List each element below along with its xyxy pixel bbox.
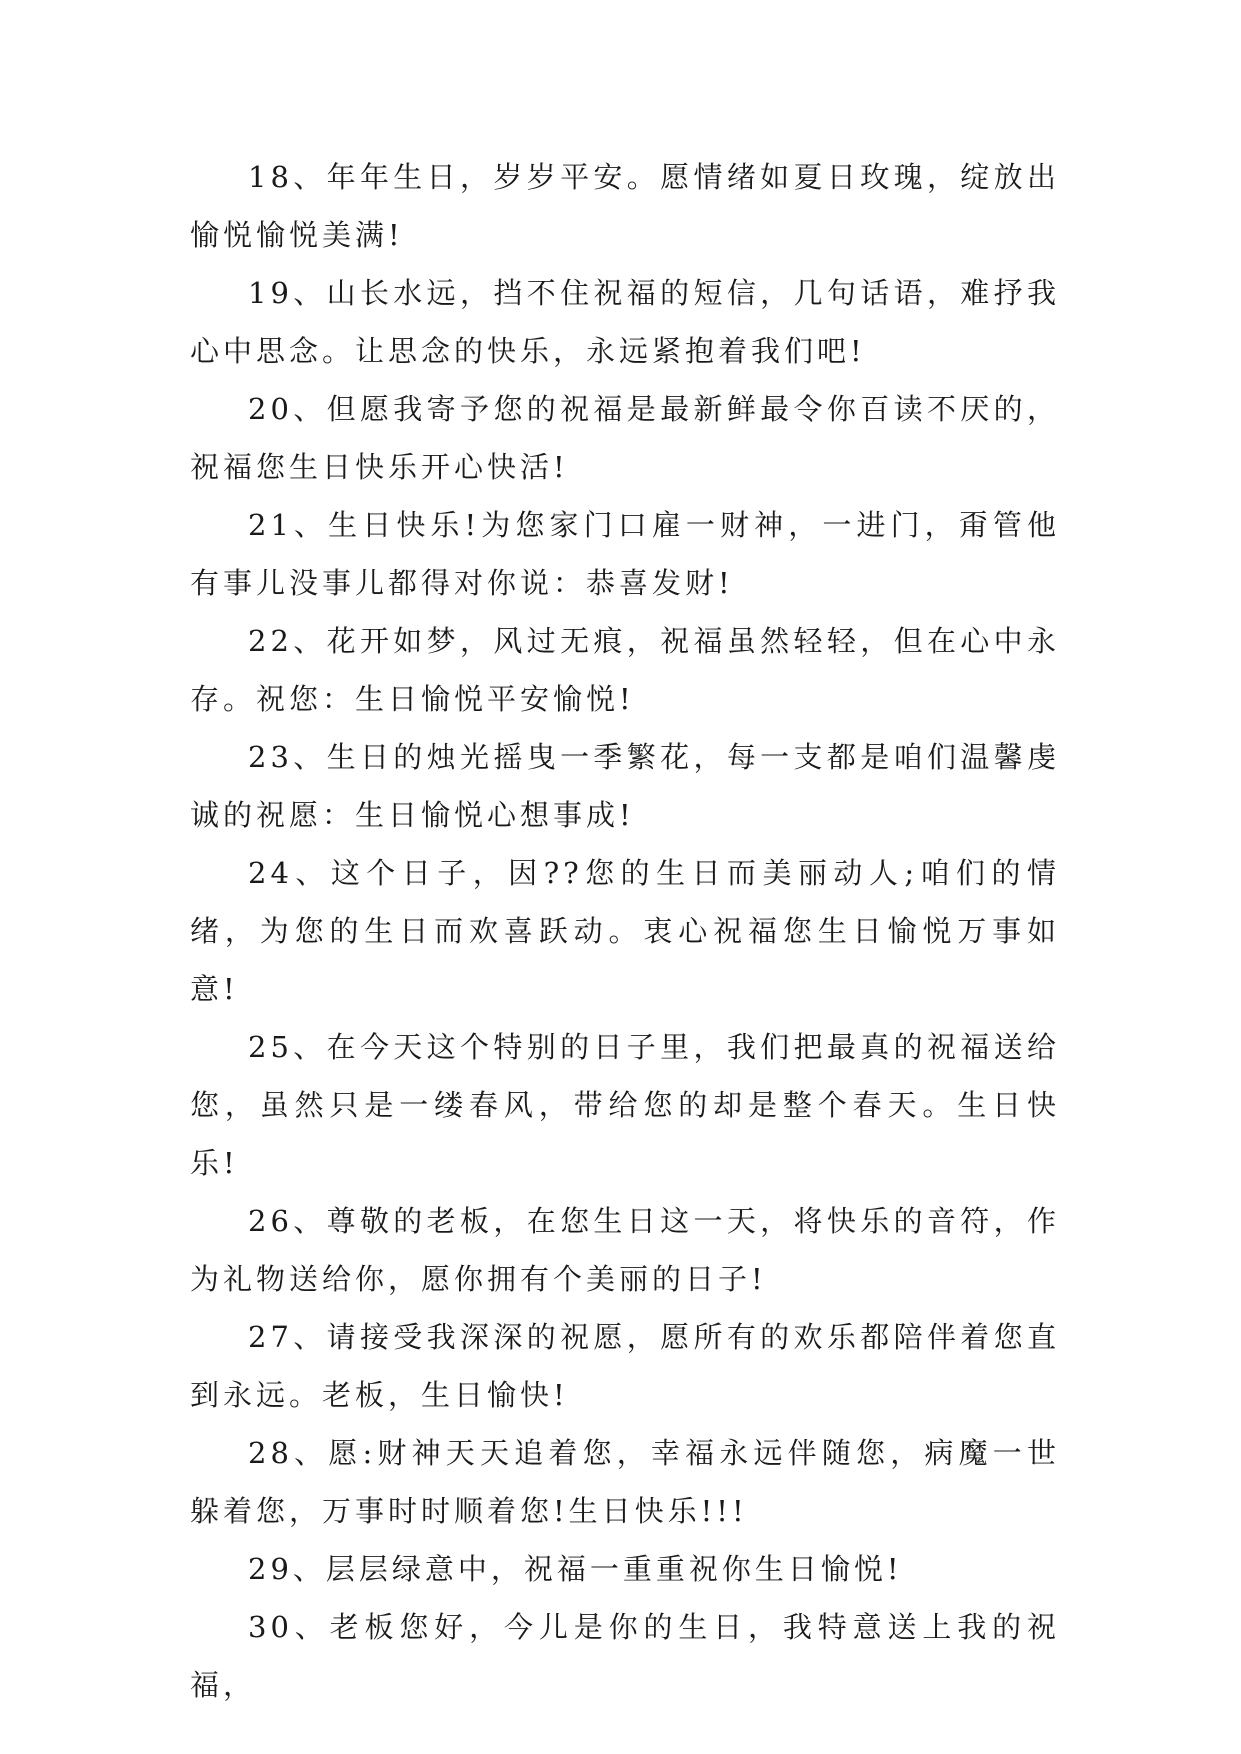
- paragraph-19: 19、山长水远，挡不住祝福的短信，几句话语，难抒我心中思念。让思念的快乐，永远紧抱着我们吧!: [190, 276, 1060, 368]
- paragraph-30: 30、老板您好，今儿是你的生日，我特意送上我的祝福，: [190, 1610, 1060, 1702]
- paragraph-25: 25、在今天这个特别的日子里，我们把最真的祝福送给您，虽然只是一缕春风，带给您的却是整个春天。生日快乐!: [190, 1030, 1060, 1180]
- paragraph-28: 28、愿:财神天天追着您，幸福永远伴随您，病魔一世躲着您，万事时时顺着您!生日快乐!!!: [190, 1436, 1060, 1528]
- paragraph-27: 27、请接受我深深的祝愿，愿所有的欢乐都陪伴着您直到永远。老板，生日愉快!: [190, 1320, 1060, 1412]
- paragraph-23: 23、生日的烛光摇曳一季繁花，每一支都是咱们温馨虔诚的祝愿：生日愉悦心想事成!: [190, 740, 1060, 832]
- paragraph-22: 22、花开如梦，风过无痕，祝福虽然轻轻，但在心中永存。祝您：生日愉悦平安愉悦!: [190, 624, 1060, 716]
- paragraph-24: 24、这个日子，因??您的生日而美丽动人;咱们的情绪，为您的生日而欢喜跃动。衷心祝福您生日愉悦万事如意!: [190, 856, 1060, 1006]
- paragraph-26: 26、尊敬的老板，在您生日这一天，将快乐的音符，作为礼物送给你，愿你拥有个美丽的日子!: [190, 1204, 1060, 1296]
- paragraph-21: 21、生日快乐!为您家门口雇一财神，一进门，甭管他有事儿没事儿都得对你说：恭喜发财!: [190, 508, 1060, 600]
- paragraph-20: 20、但愿我寄予您的祝福是最新鲜最令你百读不厌的，祝福您生日快乐开心快活!: [190, 392, 1060, 484]
- document-body: [190, 148, 1060, 1714]
- paragraph-29: 29、层层绿意中，祝福一重重祝你生日愉悦!: [248, 1552, 903, 1586]
- paragraph-18: 18、年年生日，岁岁平安。愿情绪如夏日玫瑰，绽放出愉悦愉悦美满!: [190, 160, 1060, 252]
